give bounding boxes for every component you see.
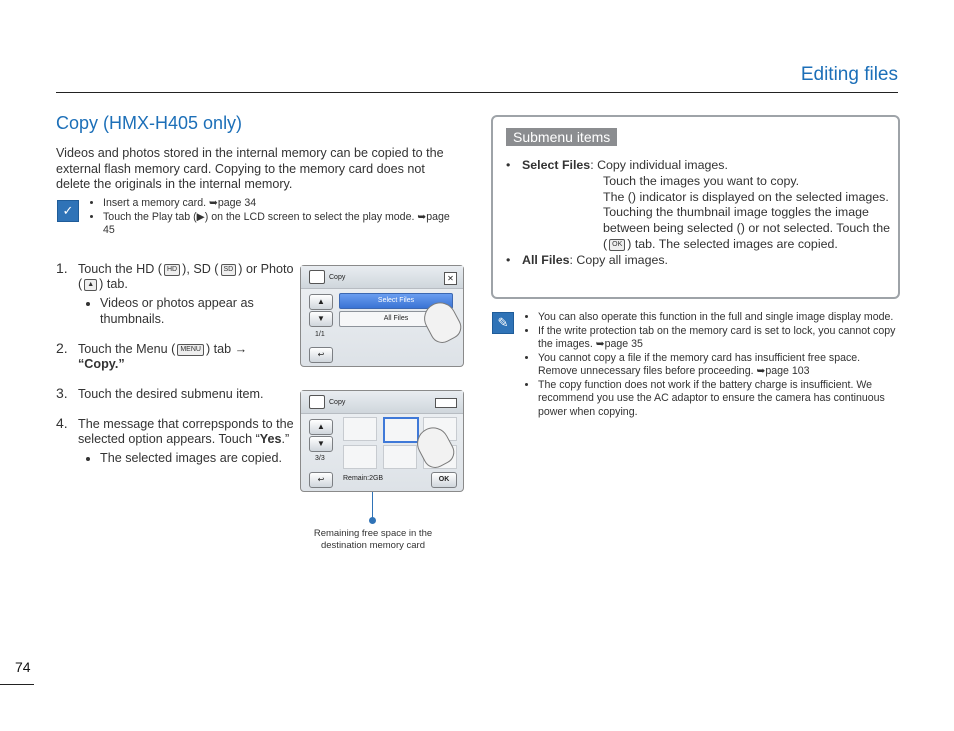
thumbnail[interactable]: [343, 417, 377, 441]
lcd-screen-submenu: [300, 265, 464, 367]
thumbnail[interactable]: [343, 445, 377, 469]
step-text: Touch the desired submenu item.: [78, 387, 264, 401]
intro-note-item: • Insert a memory card. ➥page 34: [103, 197, 452, 211]
submenu-text: : Copy all images.: [569, 252, 668, 267]
step-text: ) or Photo (: [78, 262, 294, 292]
section-title: Copy (HMX-H405 only): [56, 113, 243, 133]
menu-tab-icon: MENU: [177, 344, 204, 356]
battery-icon: [435, 398, 457, 408]
step-number: 4.: [56, 415, 68, 431]
callout-dot: [369, 517, 376, 524]
step-text: ) tab.: [99, 277, 128, 292]
scroll-down-button[interactable]: ▼: [309, 311, 333, 327]
intro-paragraph: Videos and photos stored in the internal memory can be copied to the external flash memory card. Copying to the memory card does not delete the originals in the internal memory.: [56, 146, 444, 192]
back-button[interactable]: ↩: [309, 347, 333, 363]
lcd-screen-thumbnails: [300, 390, 464, 492]
page-indicator: 3/3: [315, 455, 325, 462]
intro-note-item: • Touch the Play tab (▶) on the LCD screen to select the play mode. ➥page 45: [103, 211, 452, 238]
page-header-title: Editing files: [800, 64, 898, 85]
remaining-space: Remain:2GB: [343, 475, 384, 482]
step-text: Touch the Menu (: [78, 342, 176, 356]
step-text: ), SD (: [182, 262, 219, 276]
hd-tab-icon: HD: [164, 264, 180, 276]
yes-label: Yes: [259, 432, 282, 447]
step-number: 1.: [56, 260, 68, 276]
submenu-item-all-files: [506, 253, 890, 269]
step-bullet: • Videos or photos appear as thumbnails.: [100, 296, 296, 326]
scroll-down-button[interactable]: ▼: [309, 436, 333, 452]
callout-line: [372, 492, 373, 520]
back-button[interactable]: ↩: [309, 472, 333, 488]
submenu-text: : Copy individual images.: [590, 158, 728, 172]
submenu-list: [506, 158, 890, 269]
screen-title: Copy: [329, 273, 346, 281]
step-bold-text: “Copy.”: [78, 357, 125, 372]
pencil-note-icon: ✎: [492, 312, 514, 334]
step-number: 2.: [56, 340, 68, 356]
all-files-button[interactable]: All Files: [339, 311, 453, 327]
ok-button[interactable]: OK: [431, 472, 457, 488]
sd-tab-icon: SD: [221, 264, 237, 276]
note-item: • The copy function does not work if the battery charge is insufficient. We recommend you use the AC adaptor to ensure the camera has continuous power when copying.: [538, 379, 900, 420]
step-text: The message that correpsponds to the selected option appears. Touch “: [78, 417, 294, 447]
note-item: • If the write protection tab on the memory card is set to lock, you cannot copy the images. ➥page 35: [538, 325, 900, 352]
step-2: [56, 342, 296, 372]
page-indicator: 1/1: [315, 331, 325, 338]
right-notes: [522, 311, 900, 419]
page-number-rule: [0, 684, 34, 685]
submenu-item-select-files: [506, 158, 890, 253]
submenu-label: Select Files: [522, 158, 591, 172]
bullet: •: [506, 158, 511, 172]
page-number: 74: [15, 659, 31, 675]
step-text: ) tab →: [205, 342, 248, 356]
select-files-button[interactable]: Select Files: [339, 293, 453, 309]
play-mode-icon: [309, 395, 325, 409]
note-item: • You can also operate this function in the full and single image display mode.: [538, 311, 900, 325]
header-rule: [56, 92, 898, 93]
ok-tab-icon: OK: [609, 239, 625, 251]
step-bullet: • The selected images are copied.: [100, 451, 296, 466]
submenu-detail: [603, 174, 890, 253]
scroll-up-button[interactable]: ▲: [309, 419, 333, 435]
play-mode-icon: [309, 270, 325, 284]
callout-text: Remaining free space in the destination memory card: [313, 528, 433, 551]
step-3: [56, 387, 296, 402]
step-text: Touch the HD (: [78, 262, 162, 276]
screen-title-bar: [301, 266, 463, 289]
bullet: •: [506, 252, 511, 267]
note-item: • You cannot copy a file if the memory card has insufficient free space. Remove unnecessary files before proceeding. ➥page 103: [538, 352, 900, 379]
step-1: [56, 262, 296, 327]
submenu-text: Touch the images you want to copy.: [603, 173, 800, 188]
submenu-text: The () indicator is displayed on the selected images. Touching the thumbnail image toggles the image between being selected () or not selected. Touch the (: [603, 189, 891, 251]
submenu-label: All Files: [522, 252, 570, 267]
submenu-text: ) tab. The selected images are copied.: [627, 236, 838, 251]
step-4: [56, 417, 296, 467]
close-button[interactable]: ✕: [444, 272, 457, 285]
check-note-icon: ✓: [57, 200, 79, 222]
screen-title: Copy: [329, 398, 346, 406]
submenu-tag: Submenu items: [506, 128, 617, 146]
intro-notes: [87, 197, 452, 238]
photo-tab-icon: ▲: [84, 279, 97, 291]
scroll-up-button[interactable]: ▲: [309, 294, 333, 310]
step-number: 3.: [56, 385, 68, 401]
step-text: .”: [281, 432, 290, 447]
thumbnail-selected[interactable]: [383, 417, 419, 443]
thumbnail[interactable]: [383, 445, 417, 469]
